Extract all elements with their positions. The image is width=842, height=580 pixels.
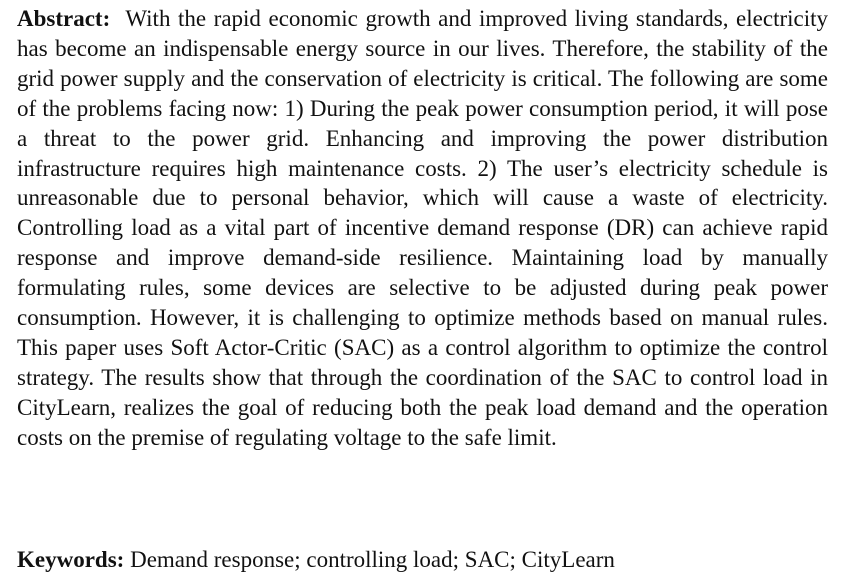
- abstract-label: Abstract:: [17, 6, 111, 31]
- keywords-text: Demand response; controlling load; SAC; CityLearn: [130, 547, 615, 572]
- paper-abstract-section: [17, 4, 829, 572]
- keywords-line: [17, 545, 615, 575]
- abstract-text: With the rapid economic growth and improved living standards, electricity has become an indispensable energy source in our lives. Therefore, the stability of the grid power supply and the conservation of electricity is critical. The following are some of the problems facing now: 1) During the peak power consumption period, it will pose a threat to the power grid. Enhancing and improving the power distribution infrastructure requires high maintenance costs. 2) The user’s electricity schedule is unreasonable due to personal behavior, which will cause a waste of electricity. Controlling load as a vital part of incentive demand response (DR) can achieve rapid response and improve demand-side resilience. Maintaining load by manually formulating rules, some devices are selective to be adjusted during peak power consumption. However, it is challenging to optimize methods based on manual rules. This paper uses Soft Actor-Critic (SAC) as a control algorithm to optimize the control strategy. The results show that through the coordination of the SAC to control load in CityLearn, realizes the goal of reducing both the peak load demand and the operation costs on the premise of regulating voltage to the safe limit.: [17, 6, 829, 450]
- keywords-label: Keywords:: [17, 547, 125, 572]
- abstract-paragraph: [17, 4, 828, 453]
